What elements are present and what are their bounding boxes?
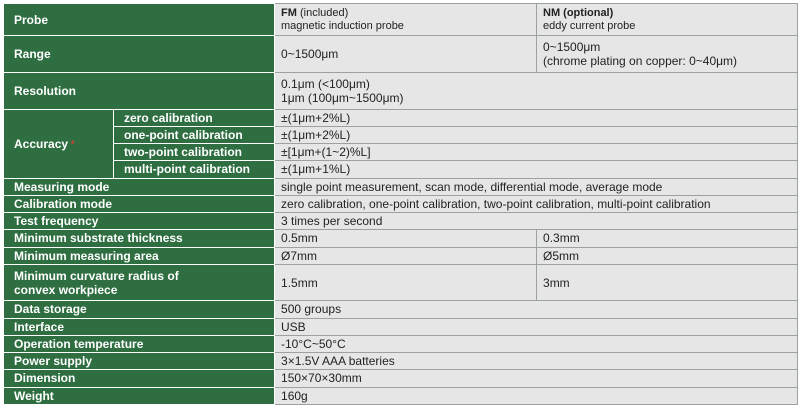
probe-nm-cell xyxy=(537,4,798,36)
accuracy-footnote-marker: * xyxy=(71,138,75,149)
row-data-storage xyxy=(4,301,798,318)
row-accuracy-multi xyxy=(4,161,798,178)
min-curvature-fm: 1.5mm xyxy=(275,264,537,301)
accuracy-multi-label: multi-point calibration xyxy=(114,161,275,178)
interface-value: USB xyxy=(275,318,798,335)
test-frequency-label: Test frequency xyxy=(4,213,275,230)
probe-fm-cell xyxy=(275,4,537,36)
interface-label: Interface xyxy=(4,318,275,335)
dimension-label: Dimension xyxy=(4,370,275,387)
resolution-line1: 0.1μm (<100μm) xyxy=(281,76,370,91)
min-substrate-nm: 0.3mm xyxy=(537,230,798,247)
specification-table xyxy=(3,3,798,405)
row-weight xyxy=(4,387,798,404)
row-interface xyxy=(4,318,798,335)
calibration-mode-label: Calibration mode xyxy=(4,195,275,212)
min-substrate-fm: 0.5mm xyxy=(275,230,537,247)
calibration-mode-value: zero calibration, one-point calibration, two-point calibration, multi-point calibration xyxy=(275,195,798,212)
dimension-value: 150×70×30mm xyxy=(275,370,798,387)
accuracy-zero-value: ±(1μm+2%L) xyxy=(275,109,798,126)
accuracy-one-value: ±(1μm+2%L) xyxy=(275,126,798,143)
accuracy-two-value: ±[1μm+(1~2)%L] xyxy=(275,144,798,161)
probe-fm-desc: magnetic induction probe xyxy=(281,19,404,32)
resolution-line2: 1μm (100μm~1500μm) xyxy=(281,90,404,105)
row-probe xyxy=(4,4,798,36)
probe-fm-code: FM xyxy=(281,6,297,19)
weight-value: 160g xyxy=(275,387,798,404)
min-curvature-label-line1: Minimum curvature radius of xyxy=(14,268,179,283)
row-operation-temperature xyxy=(4,335,798,352)
power-supply-label: Power supply xyxy=(4,353,275,370)
min-area-nm: Ø5mm xyxy=(537,247,798,264)
row-resolution xyxy=(4,73,798,110)
power-supply-value: 3×1.5V AAA batteries xyxy=(275,353,798,370)
row-power-supply xyxy=(4,353,798,370)
range-nm-line2: (chrome plating on copper: 0~40μm) xyxy=(543,54,738,69)
operation-temperature-label: Operation temperature xyxy=(4,335,275,352)
measuring-mode-value: single point measurement, scan mode, differential mode, average mode xyxy=(275,178,798,195)
probe-nm-desc: eddy current probe xyxy=(543,19,636,32)
row-calibration-mode xyxy=(4,195,798,212)
row-min-curvature xyxy=(4,264,798,301)
row-min-substrate xyxy=(4,230,798,247)
row-accuracy-zero xyxy=(4,109,798,126)
row-test-frequency xyxy=(4,213,798,230)
row-measuring-mode xyxy=(4,178,798,195)
data-storage-label: Data storage xyxy=(4,301,275,318)
accuracy-label: Accuracy xyxy=(14,136,69,151)
accuracy-one-label: one-point calibration xyxy=(114,126,275,143)
min-curvature-nm: 3mm xyxy=(537,264,798,301)
range-label: Range xyxy=(4,36,275,73)
probe-label: Probe xyxy=(4,4,275,36)
data-storage-value: 500 groups xyxy=(275,301,798,318)
resolution-value-cell xyxy=(275,73,798,110)
weight-label: Weight xyxy=(4,387,275,404)
min-substrate-label: Minimum substrate thickness xyxy=(4,230,275,247)
probe-fm-note: (included) xyxy=(299,6,349,19)
range-nm-cell xyxy=(537,36,798,73)
row-dimension xyxy=(4,370,798,387)
resolution-label: Resolution xyxy=(4,73,275,110)
probe-nm-code: NM (optional) xyxy=(543,6,614,19)
range-nm-line1: 0~1500μm xyxy=(543,40,601,55)
row-accuracy-two xyxy=(4,144,798,161)
min-curvature-label-line2: convex workpiece xyxy=(14,282,118,297)
min-area-fm: Ø7mm xyxy=(275,247,537,264)
row-min-area xyxy=(4,247,798,264)
accuracy-two-label: two-point calibration xyxy=(114,144,275,161)
row-accuracy-one xyxy=(4,126,798,143)
test-frequency-value: 3 times per second xyxy=(275,213,798,230)
accuracy-zero-label: zero calibration xyxy=(114,109,275,126)
accuracy-multi-value: ±(1μm+1%L) xyxy=(275,161,798,178)
operation-temperature-value: -10°C~50°C xyxy=(275,335,798,352)
measuring-mode-label: Measuring mode xyxy=(4,178,275,195)
min-area-label: Minimum measuring area xyxy=(4,247,275,264)
accuracy-label-cell xyxy=(4,109,114,178)
row-range xyxy=(4,36,798,73)
range-fm: 0~1500μm xyxy=(275,36,537,73)
min-curvature-label-cell xyxy=(4,264,275,301)
